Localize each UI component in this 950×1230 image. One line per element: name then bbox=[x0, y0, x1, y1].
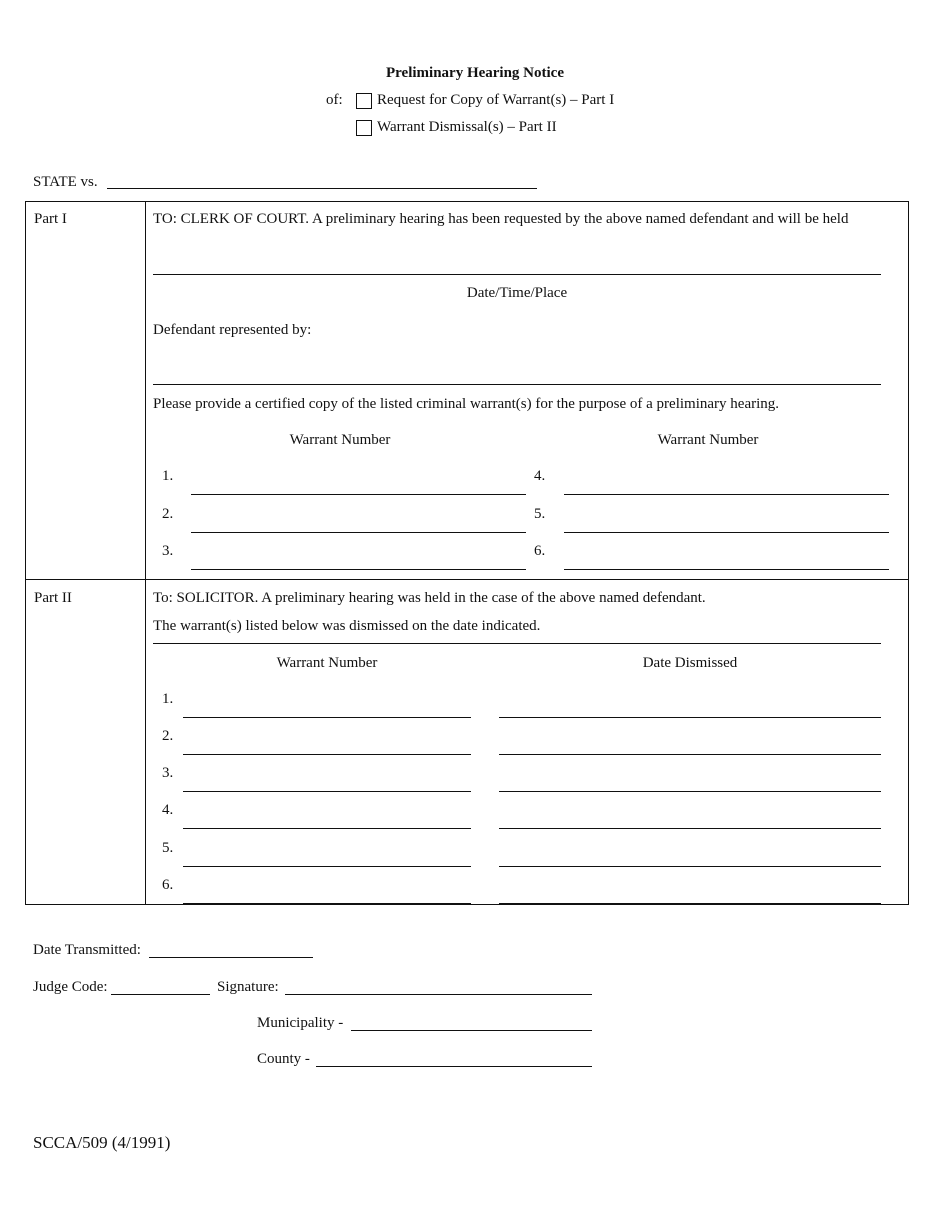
part2-num-4: 4. bbox=[162, 802, 174, 818]
judge-code-label: Judge Code: bbox=[33, 979, 108, 995]
part2-num-6: 6. bbox=[162, 877, 174, 893]
date-transmitted-label: Date Transmitted: bbox=[33, 942, 141, 958]
part1-warrant-field-6[interactable] bbox=[564, 569, 889, 570]
part1-num-6: 6. bbox=[534, 543, 546, 559]
part2-warrant-field-2[interactable] bbox=[183, 754, 471, 755]
part1-num-2: 2. bbox=[162, 506, 174, 522]
signature-field[interactable] bbox=[285, 994, 592, 995]
request-text: Please provide a certified copy of the listed criminal warrant(s) for the purpose of a preliminary hearing. bbox=[153, 396, 780, 412]
part1-num-1: 1. bbox=[162, 468, 174, 484]
request-copy-label: Request for Copy of Warrant(s) – Part I bbox=[377, 92, 615, 108]
part2-warrant-field-1[interactable] bbox=[183, 717, 471, 718]
part1-num-4: 4. bbox=[534, 468, 546, 484]
warrant-dismissal-checkbox[interactable] bbox=[356, 120, 372, 136]
request-copy-checkbox[interactable] bbox=[356, 93, 372, 109]
part2-num-2: 2. bbox=[162, 728, 174, 744]
part1-warrant-field-3[interactable] bbox=[191, 569, 526, 570]
part2-to-text: To: SOLICITOR. A preliminary hearing was held in the case of the above named defendant. bbox=[153, 590, 706, 606]
part1-left-header: Warrant Number bbox=[289, 432, 391, 448]
part2-date-field-4[interactable] bbox=[499, 828, 881, 829]
table-top-border bbox=[25, 201, 909, 202]
part1-warrant-field-4[interactable] bbox=[564, 494, 889, 495]
date-transmitted-field[interactable] bbox=[149, 957, 313, 958]
part2-date-field-6[interactable] bbox=[499, 903, 881, 904]
part2-date-field-1[interactable] bbox=[499, 717, 881, 718]
county-label: County - bbox=[257, 1051, 310, 1067]
warrant-dismissal-label: Warrant Dismissal(s) – Part II bbox=[377, 119, 557, 135]
municipality-label: Municipality - bbox=[257, 1015, 344, 1031]
part1-warrant-field-5[interactable] bbox=[564, 532, 889, 533]
part2-date-field-5[interactable] bbox=[499, 866, 881, 867]
part2-warrant-field-5[interactable] bbox=[183, 866, 471, 867]
form-code: SCCA/509 (4/1991) bbox=[33, 1133, 171, 1152]
part1-right-header: Warrant Number bbox=[657, 432, 759, 448]
part2-warrant-field-4[interactable] bbox=[183, 828, 471, 829]
represented-by-field[interactable] bbox=[153, 384, 881, 385]
signature-label: Signature: bbox=[217, 979, 279, 995]
county-field[interactable] bbox=[316, 1066, 592, 1067]
part2-date-field-2[interactable] bbox=[499, 754, 881, 755]
date-time-place-field[interactable] bbox=[153, 274, 881, 275]
part2-header-rule bbox=[153, 643, 881, 644]
table-bottom-border bbox=[25, 904, 909, 905]
part2-warrant-field-3[interactable] bbox=[183, 791, 471, 792]
part2-num-3: 3. bbox=[162, 765, 174, 781]
table-middle-border bbox=[25, 579, 909, 580]
state-vs-label: STATE vs. bbox=[33, 174, 98, 190]
part1-to-text: TO: CLERK OF COURT. A preliminary hearing has been requested by the above named defendant and will be held bbox=[153, 211, 849, 227]
table-divider bbox=[145, 201, 146, 905]
judge-code-field[interactable] bbox=[111, 994, 210, 995]
part2-left-header: Warrant Number bbox=[276, 655, 378, 671]
part2-dismissed-text: The warrant(s) listed below was dismissed on the date indicated. bbox=[153, 618, 541, 634]
part1-warrant-field-1[interactable] bbox=[191, 494, 526, 495]
municipality-field[interactable] bbox=[351, 1030, 592, 1031]
of-label: of: bbox=[326, 92, 343, 108]
table-right-border bbox=[908, 201, 909, 905]
part1-num-5: 5. bbox=[534, 506, 546, 522]
represented-by-label: Defendant represented by: bbox=[153, 322, 312, 338]
part2-right-header: Date Dismissed bbox=[642, 655, 738, 671]
part2-num-5: 5. bbox=[162, 840, 174, 856]
part1-warrant-field-2[interactable] bbox=[191, 532, 526, 533]
part2-warrant-field-6[interactable] bbox=[183, 903, 471, 904]
part2-date-field-3[interactable] bbox=[499, 791, 881, 792]
date-time-place-label: Date/Time/Place bbox=[466, 285, 568, 301]
defendant-name-field[interactable] bbox=[107, 188, 537, 189]
part1-num-3: 3. bbox=[162, 543, 174, 559]
part1-label: Part I bbox=[34, 211, 67, 227]
part2-num-1: 1. bbox=[162, 691, 174, 707]
table-left-border bbox=[25, 201, 26, 905]
form-title: Preliminary Hearing Notice bbox=[385, 65, 564, 81]
part2-label: Part II bbox=[34, 590, 72, 606]
